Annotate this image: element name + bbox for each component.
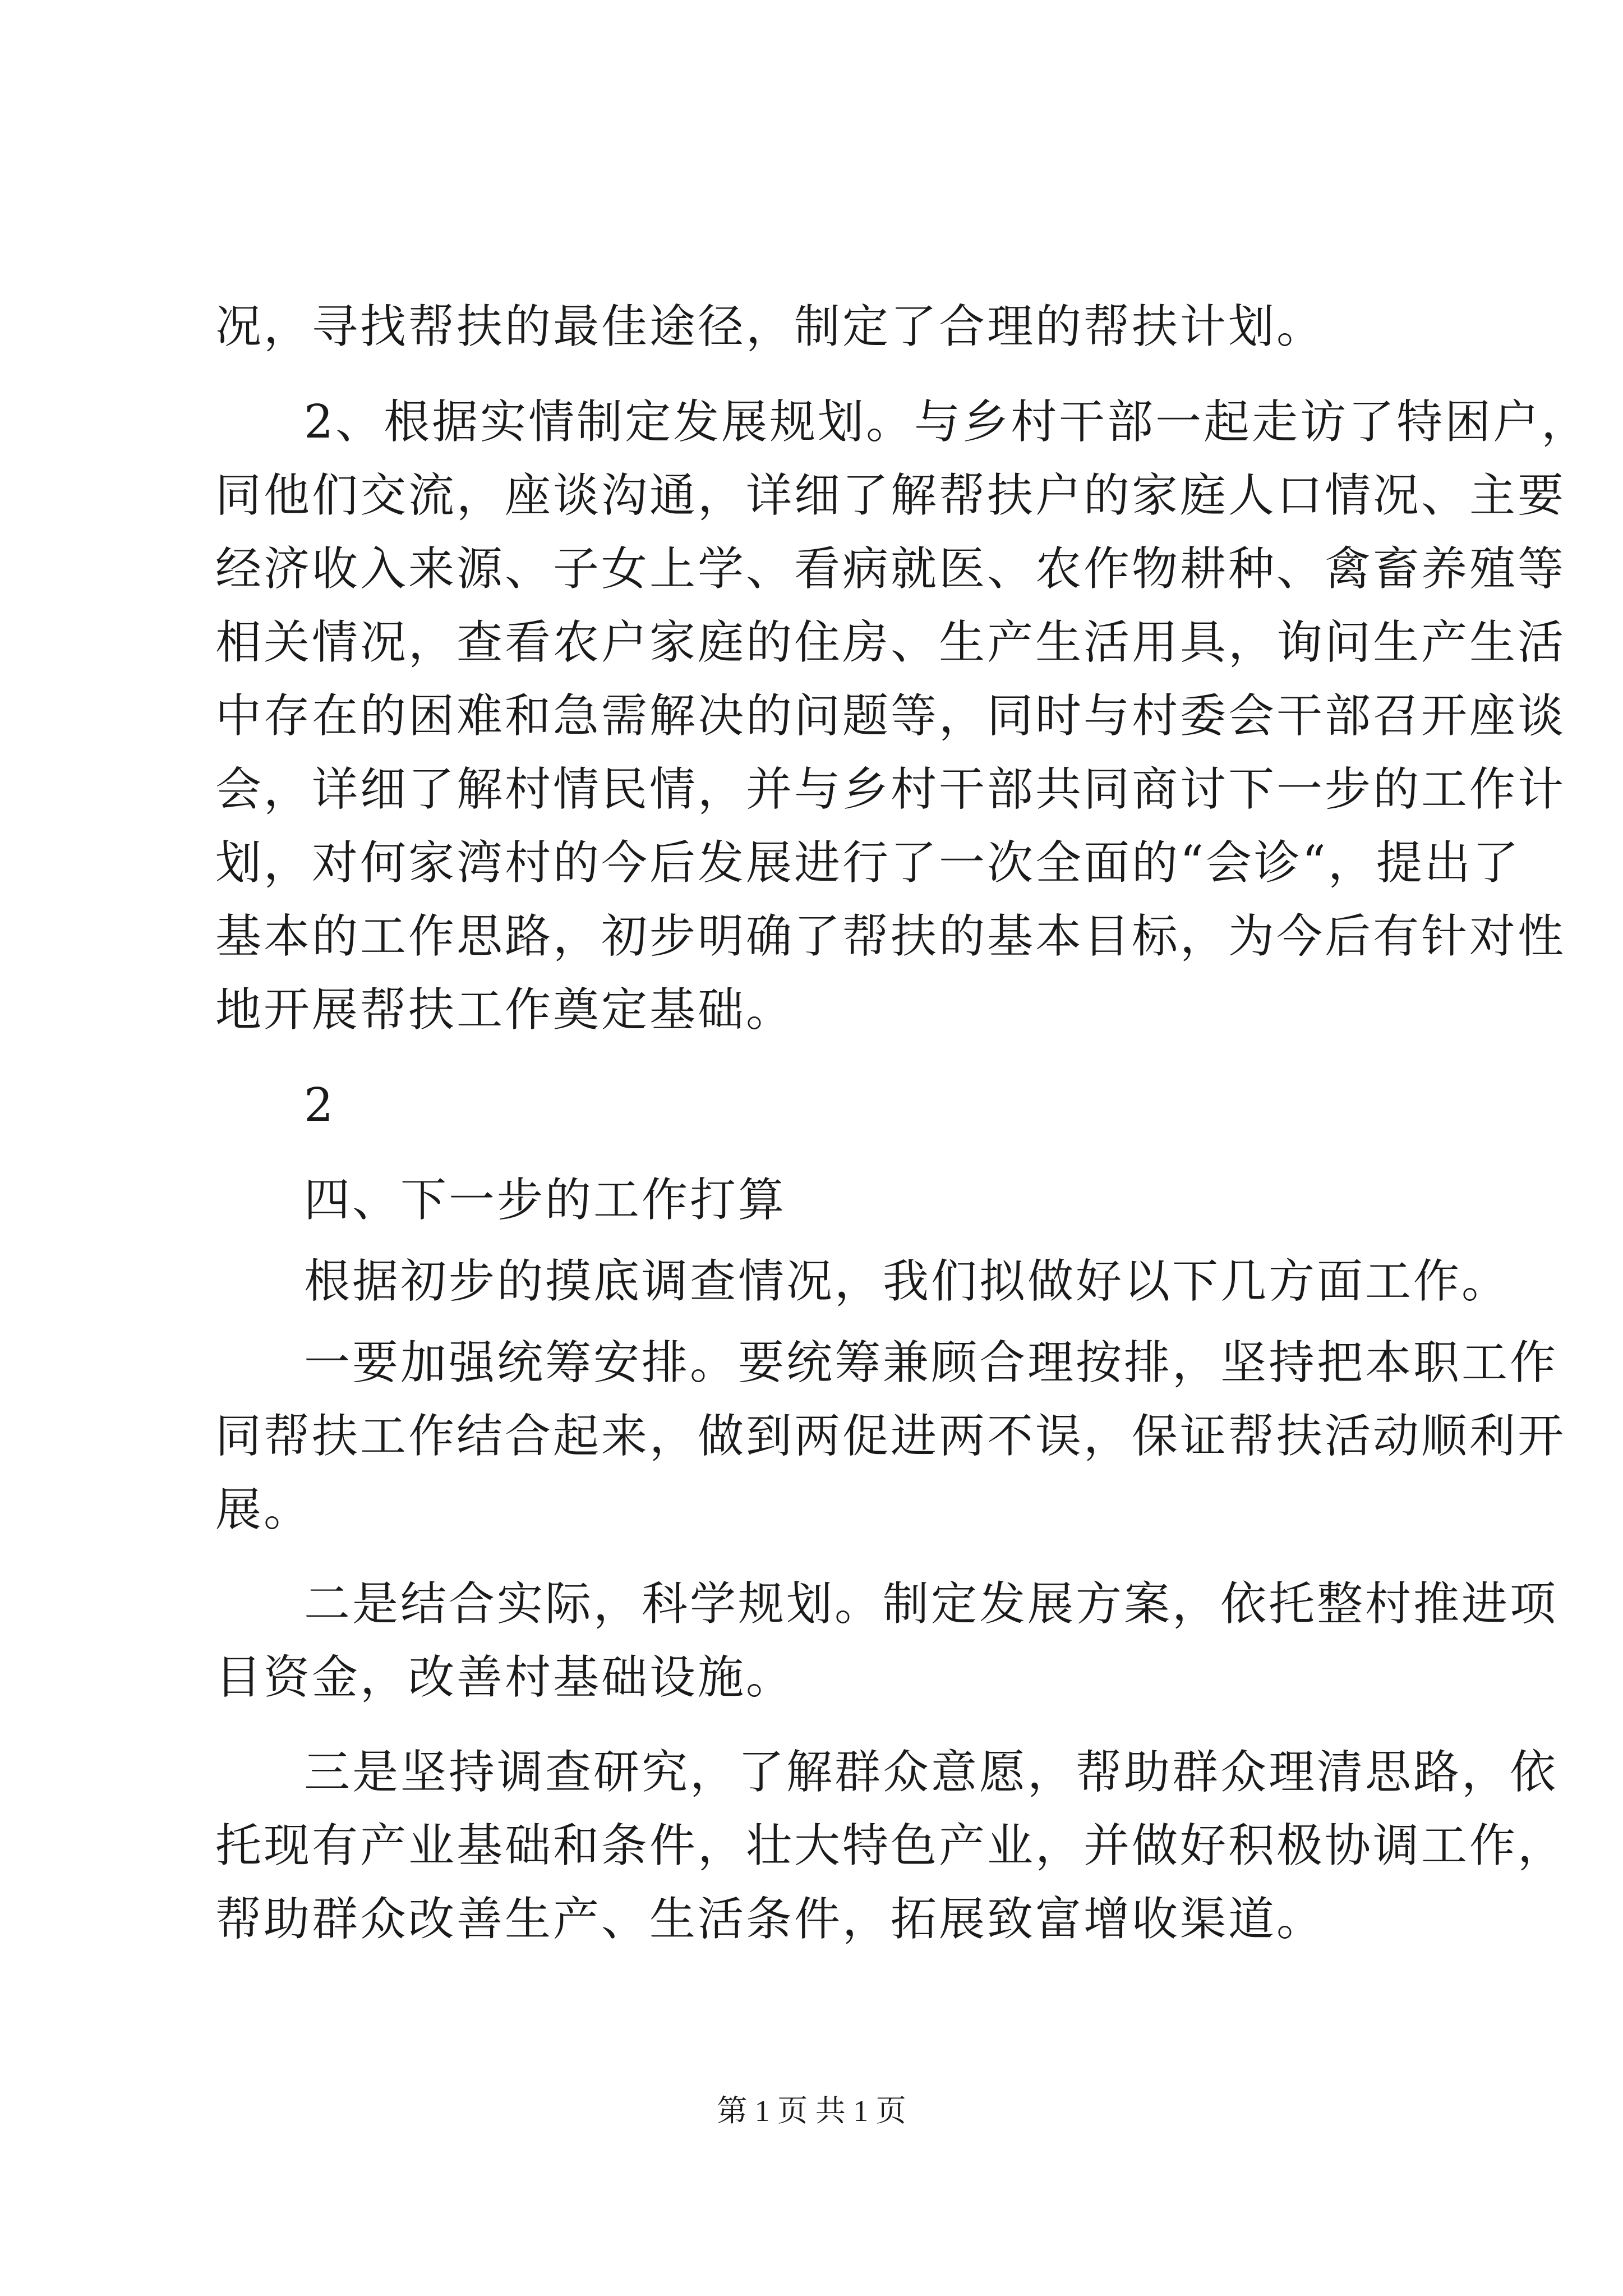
body-line: 基本的工作思路，初步明确了帮扶的基本目标，为今后有针对性	[215, 910, 1566, 963]
body-line: 2、根据实情制定发展规划。与乡村干部一起走访了特困户，	[304, 395, 1590, 449]
body-line: 同帮扶工作结合起来，做到两促进两不误，保证帮扶活动顺利开	[215, 1410, 1566, 1463]
body-line: 中存在的困难和急需解决的问题等，同时与村委会干部召开座谈	[215, 689, 1566, 743]
body-line: 帮助群众改善生产、生活条件，拓展致富增收渠道。	[215, 1893, 1325, 1946]
body-line: 根据初步的摸底调查情况，我们拟做好以下几方面工作。	[304, 1255, 1510, 1308]
body-line: 展。	[215, 1483, 312, 1536]
section-heading: 四、下一步的工作打算	[304, 1174, 787, 1227]
body-line: 托现有产业基础和条件，壮大特色产业，并做好积极协调工作，	[215, 1819, 1566, 1872]
body-line: 同他们交流，座谈沟通，详细了解帮扶户的家庭人口情况、主要	[215, 469, 1566, 522]
body-line: 一要加强统筹安排。要统筹兼顾合理按排，坚持把本职工作	[304, 1336, 1559, 1389]
body-line: 经济收入来源、子女上学、看病就医、农作物耕种、禽畜养殖等	[215, 542, 1566, 596]
page-number-marker: 2	[304, 1079, 336, 1132]
page-footer: 第 1 页 共 1 页	[717, 2094, 906, 2128]
body-line: 地开展帮扶工作奠定基础。	[215, 983, 795, 1037]
body-line: 相关情况，查看农户家庭的住房、生产生活用具，询问生产生活	[215, 616, 1566, 669]
body-line: 划，对何家湾村的今后发展进行了一次全面的“会诊“，提出了	[215, 836, 1521, 890]
body-line: 三是坚持调查研究，了解群众意愿，帮助群众理清思路，依	[304, 1746, 1559, 1799]
body-line: 会，详细了解村情民情，并与乡村干部共同商讨下一步的工作计	[215, 763, 1566, 816]
body-line: 二是结合实际，科学规划。制定发展方案，依托整村推进项	[304, 1577, 1559, 1631]
body-line: 目资金，改善村基础设施。	[215, 1651, 795, 1704]
body-line: 况，寻找帮扶的最佳途径，制定了合理的帮扶计划。	[215, 300, 1325, 353]
